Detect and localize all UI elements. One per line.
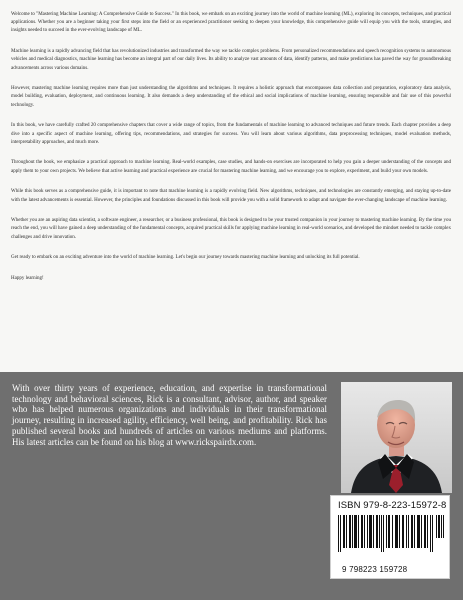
book-description xyxy=(11,11,451,296)
description-paragraph-1: Welcome to "Mastering Machine Learning: A Comprehensive Guide to Success." In this book, we embark on an exciting journey into the world of machine learning (ML), exploring its concepts, techniques, and practical applications. Whether you are a beginner taking your first steps into the field or an experienced practitioner seeking to deepen your knowledge, this comprehensive guide will equip you with the tools, strategies, and insights needed to succeed in the ever-evolving landscape of ML. xyxy=(11,12,451,34)
author-photo xyxy=(341,382,452,493)
barcode-number: 9 798223 159728 xyxy=(342,565,408,574)
description-paragraph-3: However, mastering machine learning requires more than just understanding the algorithms and techniques. It requires a holistic approach that encompasses data collection and preparation, exploratory data analysis, model building, evaluation, deployment, and continuous learning. It also demands a deep understanding of the ethical and social implications of machine learning, ensuring responsible and fair use of this powerful technology. xyxy=(11,86,451,108)
description-paragraph-7: Whether you are an aspiring data scientist, a software engineer, a researcher, or a business professional, this book is designed to be your trusted companion in your journey to mastering machine learning. By the time you reach the end, you will have gained a deep understanding of the fundamental concepts, acquired practical skills for applying machine learning in real-world scenarios, and developed the mindset needed to tackle complex challenges and drive innovation. xyxy=(11,218,451,240)
description-paragraph-8: Get ready to embark on an exciting adventure into the world of machine learning. Let's begin our journey towards mastering machine learning and unlocking its full potential. xyxy=(11,255,360,261)
author-bio: With over thirty years of experience, education, and expertise in transformational technology and behavioral sciences, Rick is a consultant, advisor, author, and speaker who has helped numerous organizations and individuals in their transformational journey, resulting in increased agility, efficiency, well being, and profitability. Rick has published several books and hundreds of articles on various mediums and platforms. His latest articles can be found on his blog at www.rickspairdx.com. xyxy=(12,383,327,447)
barcode-graphic xyxy=(336,512,446,554)
description-paragraph-6: While this book serves as a comprehensive guide, it is important to note that machine learning is a rapidly evolving field. New algorithms, techniques, and technologies are constantly emerging, and staying up-to-date with the latest advancements is essential. However, the principles and foundations discussed in this book will provide you with a solid framework to adapt and navigate the ever-changing landscape of machine learning. xyxy=(11,189,451,203)
description-paragraph-5: Throughout the book, we emphasize a practical approach to machine learning. Real-world examples, case studies, and hands-on exercises are incorporated to help you gain a deeper understanding of the concepts and apply them to your own projects. We believe that active learning and practical experience are crucial for mastering machine learning, and we encourage you to explore, experiment, and build your own models. xyxy=(11,160,451,174)
description-paragraph-9: Happy learning! xyxy=(11,276,44,282)
description-paragraph-2: Machine learning is a rapidly advancing field that has revolutionized industries and transformed the way we tackle complex problems. From personalized recommendations and speech recognition systems to autonomous vehicles and medical diagnostics, machine learning has become an integral part of our daily lives. Its ability to analyze vast amounts of data, identify patterns, and make predictions has paved the way for groundbreaking advancements across various domains. xyxy=(11,49,451,71)
author-photo-illustration xyxy=(341,382,452,493)
description-paragraph-4: In this book, we have carefully crafted 20 comprehensive chapters that cover a wide range of topics, from the fundamentals of machine learning to advanced techniques and future trends. Each chapter provides a deep dive into a specific aspect of machine learning, offering tips, recommendations, and strategies for success. You will learn about various algorithms, data preprocessing techniques, model evaluation methods, interpretability approaches, and much more. xyxy=(11,123,451,145)
isbn-label: ISBN 979-8-223-15972-8 xyxy=(338,500,447,511)
